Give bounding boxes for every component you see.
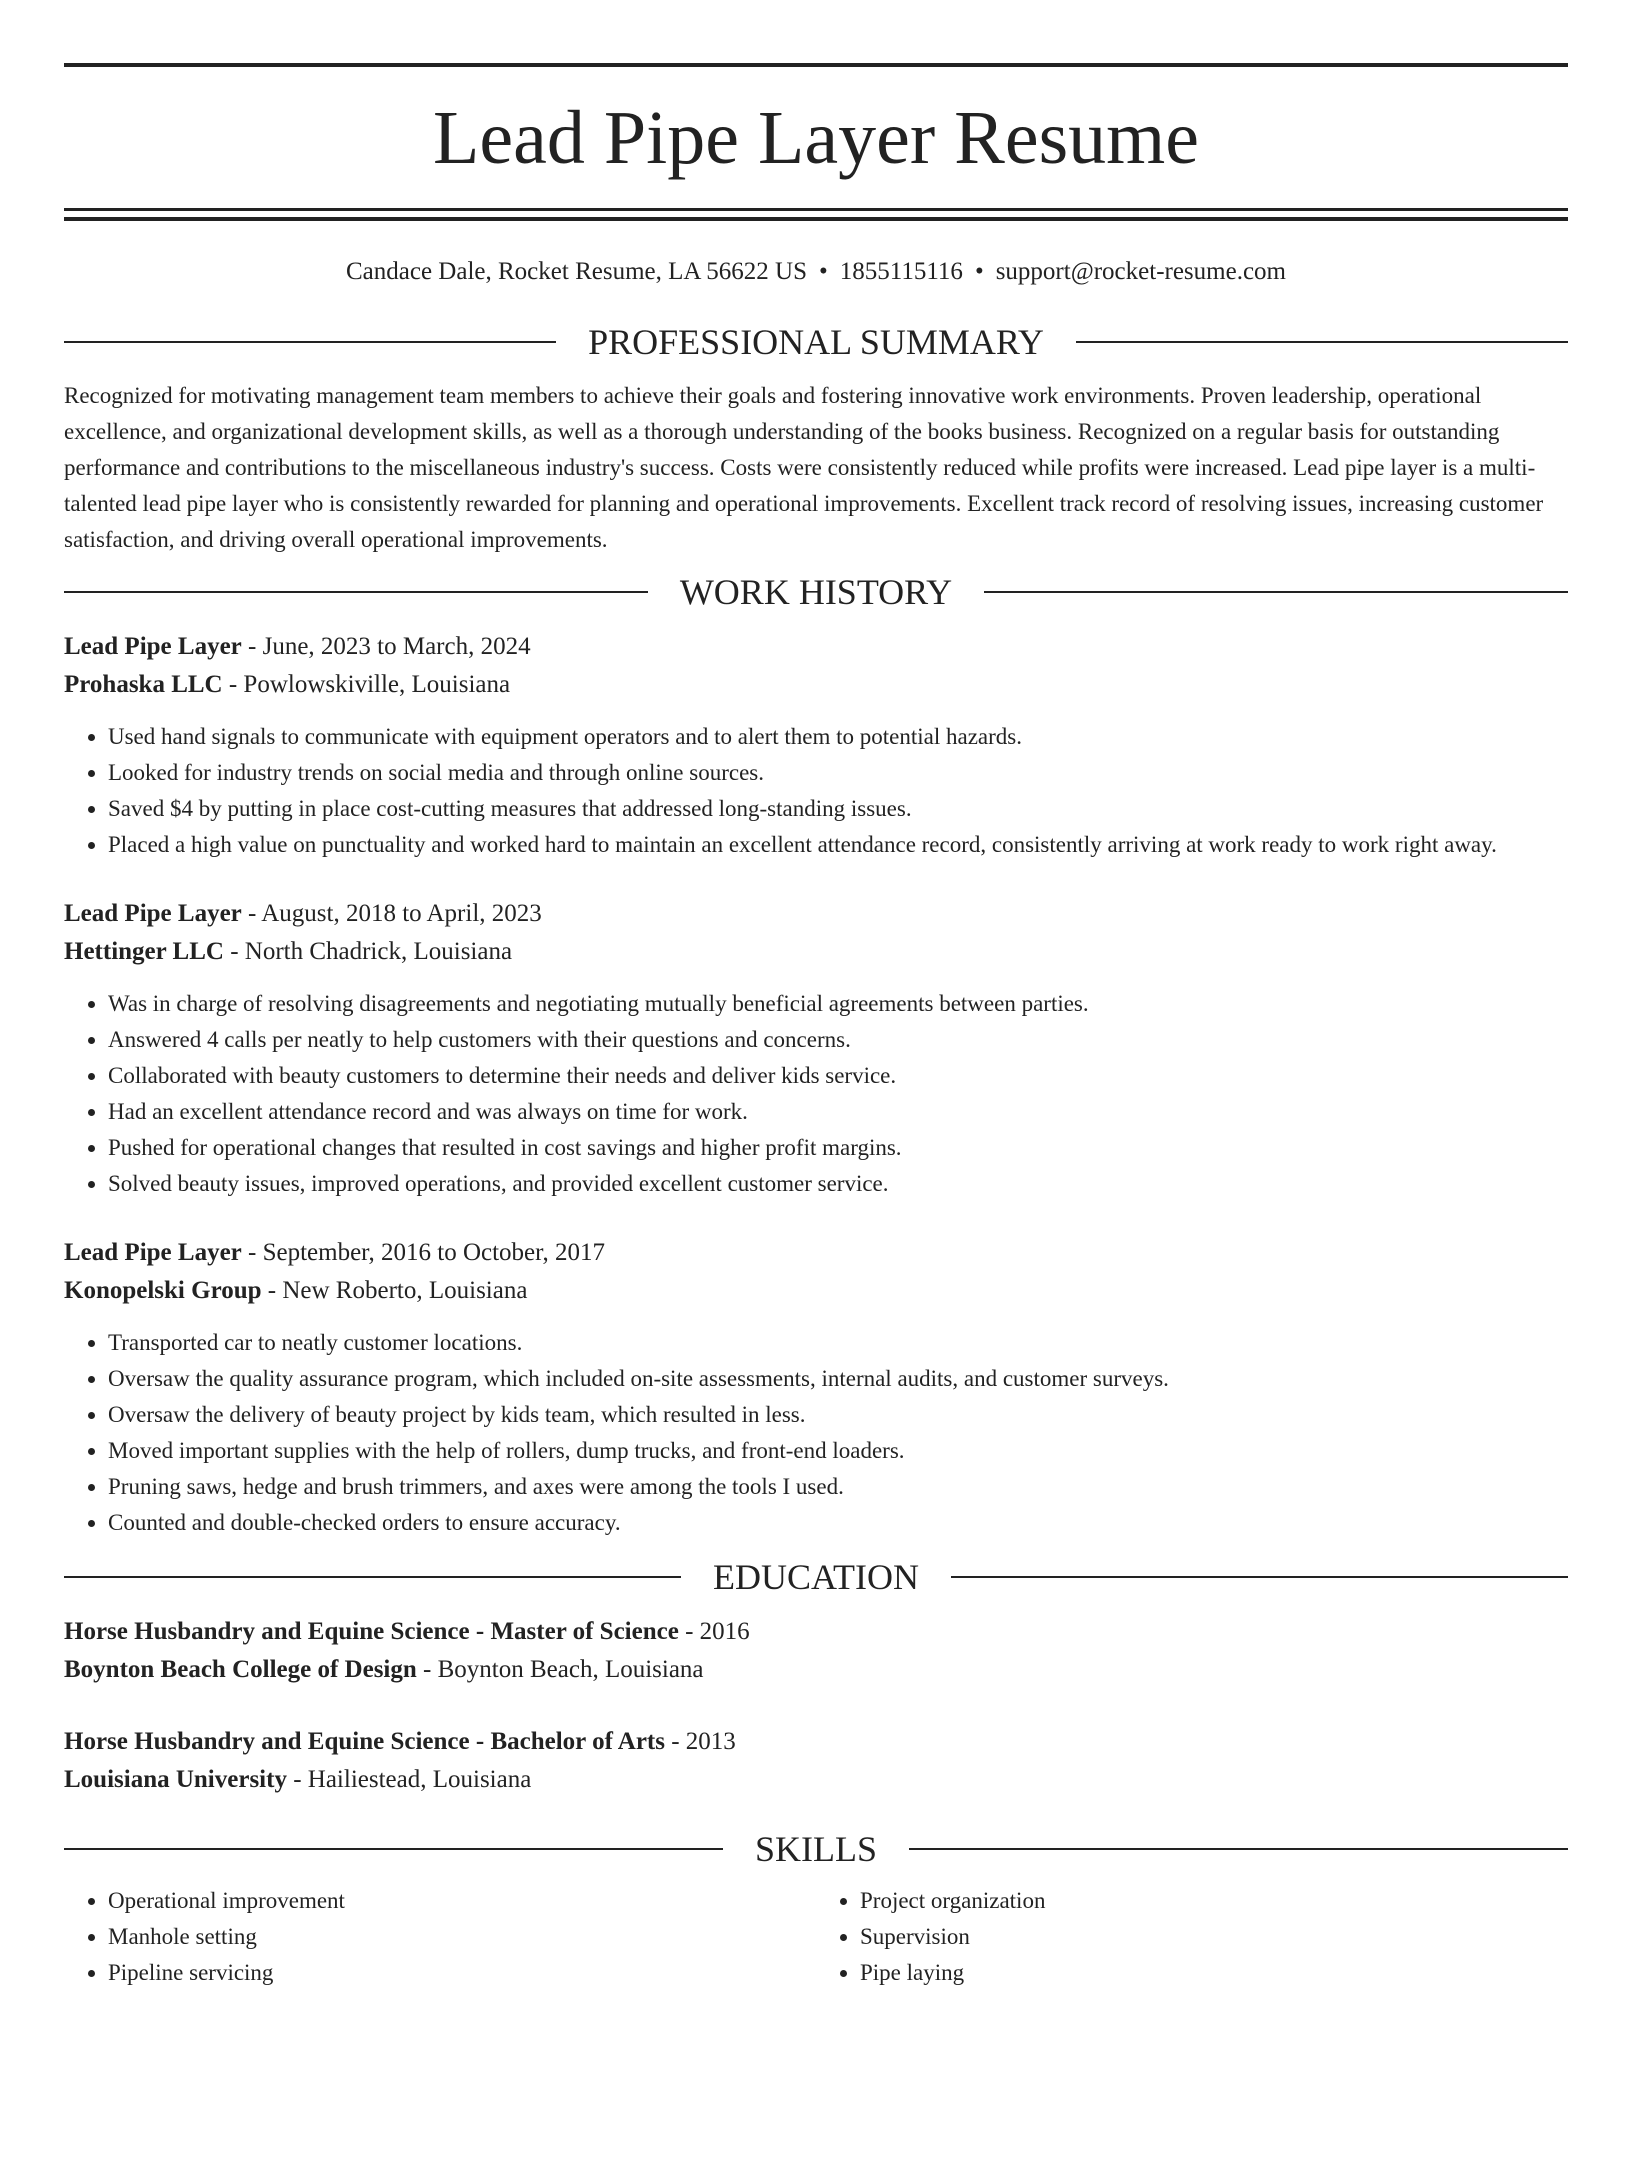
list-item: • Project organization: [860, 1883, 1568, 1919]
divider-line: [64, 591, 648, 593]
job-location: - New Roberto, Louisiana: [261, 1277, 528, 1304]
job-entry: [64, 895, 1568, 1202]
job-dates: - September, 2016 to October, 2017: [241, 1239, 605, 1266]
job-company: Konopelski Group: [64, 1277, 262, 1304]
job-company-line: [64, 933, 1568, 971]
job-company: Hettinger LLC: [64, 938, 224, 965]
list-item: • Transported car to neatly customer locations.: [108, 1325, 1568, 1361]
education-entry: [64, 1613, 1568, 1689]
summary-paragraph: Recognized for motivating management team members to achieve their goals and fostering innovative work environments. Proven leadership, operational excellence, and organizational development skills, as well as a thorough understanding of the books business. Recognized on a regular basis for outstanding performance and contributions to the miscellaneous industry's success. Costs were consistently reduced while profits were increased. Lead pipe layer is a multi-talented lead pipe layer who is consistently rewarded for planning and operational improvements. Excellent track record of resolving issues, increasing customer satisfaction, and driving overall operational improvements.: [64, 383, 1544, 552]
degree-line: [64, 1613, 1568, 1651]
divider-line: [1076, 341, 1568, 343]
divider-line: [984, 591, 1568, 593]
job-company-line: [64, 1272, 1568, 1310]
list-item: • Counted and double-checked orders to ensure accuracy.: [108, 1505, 1568, 1541]
list-item: • Was in charge of resolving disagreements and negotiating mutually beneficial agreements between parties.: [108, 986, 1568, 1022]
section-title: WORK HISTORY: [679, 572, 953, 612]
list-item: • Looked for industry trends on social media and through online sources.: [108, 755, 1568, 791]
job-entry: [64, 628, 1568, 863]
education-entry: [64, 1723, 1568, 1799]
divider-line: [951, 1576, 1568, 1578]
divider-line: [64, 341, 556, 343]
school-location: - Boynton Beach, Louisiana: [416, 1656, 704, 1683]
list-item: • Pruning saws, hedge and brush trimmers, and axes were among the tools I used.: [108, 1469, 1568, 1505]
job-bullets: [64, 986, 1568, 1202]
job-title: Lead Pipe Layer: [64, 633, 242, 660]
job-title-line: [64, 895, 1568, 933]
degree-line: [64, 1723, 1568, 1761]
page-title: Lead Pipe Layer Resume: [432, 96, 1200, 180]
title-double-rule: [64, 208, 1568, 221]
contact-line: [64, 257, 1568, 287]
list-item: • Supervision: [860, 1919, 1568, 1955]
contact-separator: •: [974, 258, 984, 285]
job-entry: [64, 1234, 1568, 1541]
contact-separator: •: [819, 258, 828, 285]
skills-columns: [64, 1883, 1568, 1991]
list-item: • Placed a high value on punctuality and worked hard to maintain an excellent attendance record, consistently arriving at work ready to work right away.: [108, 827, 1568, 863]
divider-line: [64, 1576, 681, 1578]
section-heading-summary: [64, 322, 1568, 362]
list-item: • Collaborated with beauty customers to determine their needs and deliver kids service.: [108, 1058, 1568, 1094]
contact-phone: 1855115116: [839, 258, 963, 285]
school-line: [64, 1761, 1568, 1799]
job-title-line: [64, 628, 1568, 666]
skills-list-right: [816, 1883, 1568, 1991]
job-company-line: [64, 666, 1568, 704]
degree: Horse Husbandry and Equine Science - Bachelor of Arts: [64, 1728, 665, 1755]
section-title: PROFESSIONAL SUMMARY: [588, 322, 1044, 362]
section-heading-skills: [64, 1829, 1568, 1869]
list-item: • Had an excellent attendance record and was always on time for work.: [108, 1094, 1568, 1130]
list-item: • Pipeline servicing: [108, 1955, 816, 1991]
list-item: • Operational improvement: [108, 1883, 816, 1919]
section-title: EDUCATION: [713, 1557, 919, 1597]
list-item: • Pipe laying: [860, 1955, 1568, 1991]
list-item: • Oversaw the quality assurance program, which included on-site assessments, internal audits, and customer surveys.: [108, 1361, 1568, 1397]
list-item: • Answered 4 calls per neatly to help customers with their questions and concerns.: [108, 1022, 1568, 1058]
top-rule: [64, 63, 1568, 67]
divider-line: [909, 1848, 1568, 1850]
section-heading-work: [64, 572, 1568, 612]
school-line: [64, 1651, 1568, 1689]
job-bullets: [64, 719, 1568, 863]
job-title: Lead Pipe Layer: [64, 1239, 242, 1266]
list-item: • Saved $4 by putting in place cost-cutting measures that addressed long-standing issues.: [108, 791, 1568, 827]
skills-list-left: [64, 1883, 816, 1991]
degree: Horse Husbandry and Equine Science - Master of Science: [64, 1618, 679, 1645]
degree-year: - 2013: [664, 1728, 736, 1755]
job-bullets: [64, 1325, 1568, 1541]
school: Boynton Beach College of Design: [64, 1656, 417, 1683]
list-item: • Moved important supplies with the help of rollers, dump trucks, and front-end loaders.: [108, 1433, 1568, 1469]
list-item: • Manhole setting: [108, 1919, 816, 1955]
job-company: Prohaska LLC: [64, 671, 223, 698]
list-item: • Pushed for operational changes that resulted in cost savings and higher profit margins.: [108, 1130, 1568, 1166]
divider-line: [64, 1848, 723, 1850]
job-title: Lead Pipe Layer: [64, 900, 242, 927]
list-item: • Oversaw the delivery of beauty project by kids team, which resulted in less.: [108, 1397, 1568, 1433]
degree-year: - 2016: [678, 1618, 750, 1645]
job-dates: - August, 2018 to April, 2023: [241, 900, 542, 927]
job-location: - Powlowskiville, Louisiana: [222, 671, 511, 698]
contact-address: Candace Dale, Rocket Resume, LA 56622 US: [346, 258, 808, 285]
list-item: • Solved beauty issues, improved operations, and provided excellent customer service.: [108, 1166, 1568, 1202]
job-location: - North Chadrick, Louisiana: [223, 938, 513, 965]
resume-page: [0, 63, 1632, 2175]
contact-email: support@rocket-resume.com: [995, 258, 1286, 285]
job-title-line: [64, 1234, 1568, 1272]
section-title: SKILLS: [755, 1829, 878, 1869]
section-heading-education: [64, 1557, 1568, 1597]
list-item: • Used hand signals to communicate with equipment operators and to alert them to potential hazards.: [108, 719, 1568, 755]
job-dates: - June, 2023 to March, 2024: [241, 633, 531, 660]
school-location: - Hailiestead, Louisiana: [286, 1766, 532, 1793]
school: Louisiana University: [64, 1766, 287, 1793]
